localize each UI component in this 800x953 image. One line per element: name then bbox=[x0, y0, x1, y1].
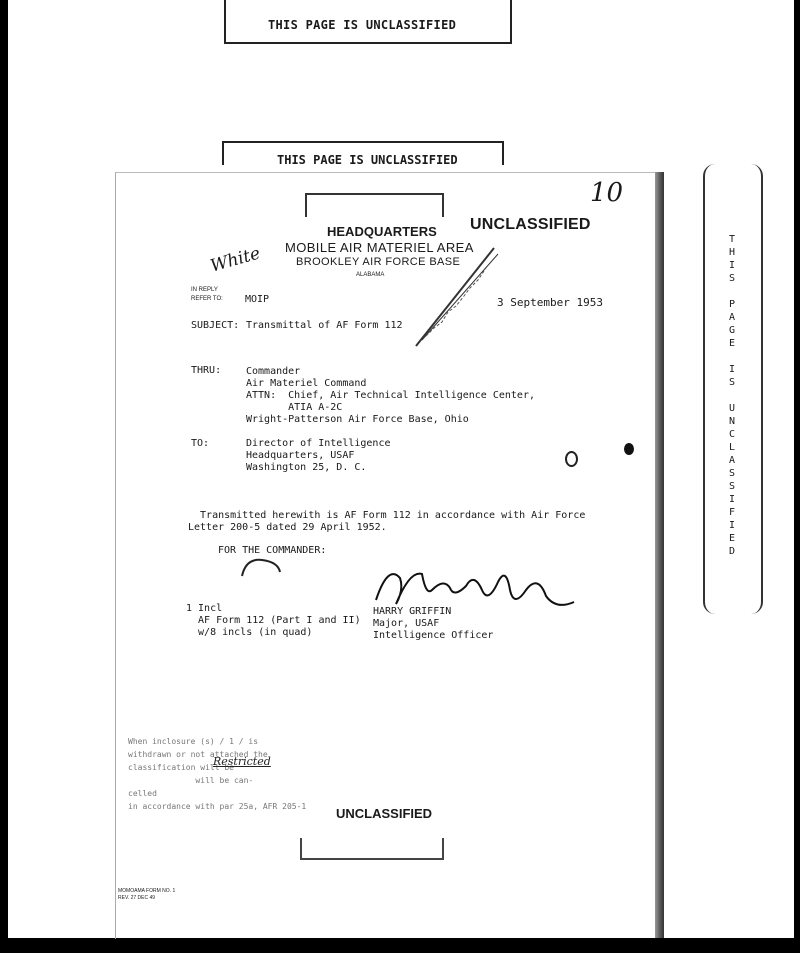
strip-letter: L bbox=[728, 442, 736, 453]
thru-line: ATTN: Chief, Air Technical Intelligence Center, bbox=[246, 390, 535, 401]
letterhead-headquarters: HEADQUARTERS bbox=[327, 224, 437, 239]
to-line: Washington 25, D. C. bbox=[246, 462, 367, 473]
strip-letter: S bbox=[728, 273, 736, 284]
side-strip-text bbox=[726, 233, 738, 558]
stamp-line: withdrawn or not attached the bbox=[128, 750, 268, 759]
pencil-strike-mark bbox=[412, 240, 502, 350]
unclassified-stamp-bottom: UNCLASSIFIED bbox=[336, 806, 433, 821]
handwritten-page-number: 10 bbox=[590, 178, 624, 208]
initial-mark bbox=[238, 556, 284, 580]
enclosure-line: w/8 incls (in quad) bbox=[186, 627, 313, 638]
to-address bbox=[246, 438, 391, 474]
enclosure-line: AF Form 112 (Part I and II) bbox=[186, 615, 361, 626]
enclosure-block bbox=[186, 603, 361, 639]
strip-letter: I bbox=[728, 494, 736, 505]
thru-line: ATIA A-2C bbox=[246, 402, 343, 413]
form-identifier bbox=[118, 888, 175, 902]
strip-letter: D bbox=[728, 546, 736, 557]
strip-letter: E bbox=[728, 533, 736, 544]
bottom-stamp-bracket bbox=[300, 838, 444, 860]
form-id-line: REV. 27 DEC 49 bbox=[118, 895, 156, 901]
signer-title: Intelligence Officer bbox=[373, 630, 494, 641]
strip-letter: I bbox=[728, 364, 736, 375]
strip-letter: G bbox=[728, 325, 736, 336]
stamp-line: When inclosure (s) / 1 / is bbox=[128, 737, 259, 746]
reply-code: MOIP bbox=[245, 294, 270, 305]
letterhead-command: MOBILE AIR MATERIEL AREA bbox=[285, 240, 474, 255]
reply-label-line1: IN REPLY bbox=[191, 287, 218, 293]
signer-rank: Major, USAF bbox=[373, 618, 440, 629]
strip-letter: P bbox=[728, 299, 736, 310]
scan-border-left bbox=[0, 0, 8, 953]
thru-line: Wright-Patterson Air Force Base, Ohio bbox=[246, 414, 469, 425]
top-classification-banner: THIS PAGE IS UNCLASSIFIED bbox=[268, 18, 457, 32]
enclosure-line: 1 Incl bbox=[186, 603, 223, 614]
punch-hole-ring bbox=[565, 451, 578, 467]
strip-letter: H bbox=[728, 247, 736, 258]
stamp-line: classification will be bbox=[128, 763, 234, 772]
inner-classification-banner: THIS PAGE IS UNCLASSIFIED bbox=[277, 153, 458, 167]
strip-letter: A bbox=[728, 312, 736, 323]
strip-letter: S bbox=[728, 377, 736, 388]
form-id-line: MOMOAMA FORM NO. 1 bbox=[118, 888, 176, 894]
thru-label: THRU: bbox=[191, 365, 222, 376]
scan-border-right bbox=[794, 0, 800, 953]
downgrade-stamp bbox=[128, 735, 323, 825]
letter-body bbox=[188, 510, 585, 534]
strip-letter: I bbox=[728, 260, 736, 271]
to-line: Headquarters, USAF bbox=[246, 450, 355, 461]
to-label: TO: bbox=[191, 438, 210, 449]
letterhead-state: ALABAMA bbox=[356, 272, 385, 278]
subject-label: SUBJECT: bbox=[191, 320, 240, 331]
scan-border-bottom bbox=[0, 938, 800, 953]
strip-letter: F bbox=[728, 507, 736, 518]
unclassified-stamp-top: UNCLASSIFIED bbox=[470, 216, 591, 233]
signature-block bbox=[373, 606, 493, 642]
reply-label-line2: REFER TO: bbox=[191, 296, 223, 302]
strip-letter: U bbox=[728, 403, 736, 414]
strip-letter: I bbox=[728, 520, 736, 531]
strip-letter: T bbox=[728, 234, 736, 245]
strip-letter: A bbox=[728, 455, 736, 466]
punch-hole-mark bbox=[624, 443, 634, 455]
thru-line: Commander bbox=[246, 366, 301, 377]
stamp-handwritten-classification: Restricted bbox=[213, 755, 271, 768]
letterhead-stamp-box bbox=[305, 193, 444, 217]
stamp-line: will be can- bbox=[128, 776, 254, 785]
signer-name: HARRY GRIFFIN bbox=[373, 606, 452, 617]
strip-letter bbox=[726, 389, 738, 402]
strip-letter: S bbox=[728, 481, 736, 492]
stamp-line: celled bbox=[128, 789, 157, 798]
strip-letter bbox=[726, 285, 738, 298]
subject-text: Transmittal of AF Form 112 bbox=[246, 320, 403, 331]
letter-date: 3 September 1953 bbox=[497, 296, 603, 309]
letterhead-base: BROOKLEY AIR FORCE BASE bbox=[296, 256, 461, 268]
strip-letter: C bbox=[728, 429, 736, 440]
handwritten-note: White bbox=[208, 243, 263, 277]
to-line: Director of Intelligence bbox=[246, 438, 391, 449]
stamp-line: in accordance with par 25a, AFR 205-1 bbox=[128, 802, 307, 811]
strip-letter: N bbox=[728, 416, 736, 427]
strip-letter bbox=[726, 350, 738, 363]
body-line: Transmitted herewith is AF Form 112 in accordance with Air Force bbox=[188, 510, 586, 521]
for-the-commander: FOR THE COMMANDER: bbox=[218, 545, 327, 556]
strip-letter: S bbox=[728, 468, 736, 479]
sheet-edge-shadow bbox=[655, 172, 664, 938]
thru-line: Air Materiel Command bbox=[246, 378, 367, 389]
body-line: Letter 200-5 dated 29 April 1952. bbox=[188, 522, 387, 533]
thru-address bbox=[246, 366, 535, 426]
strip-letter: E bbox=[728, 338, 736, 349]
